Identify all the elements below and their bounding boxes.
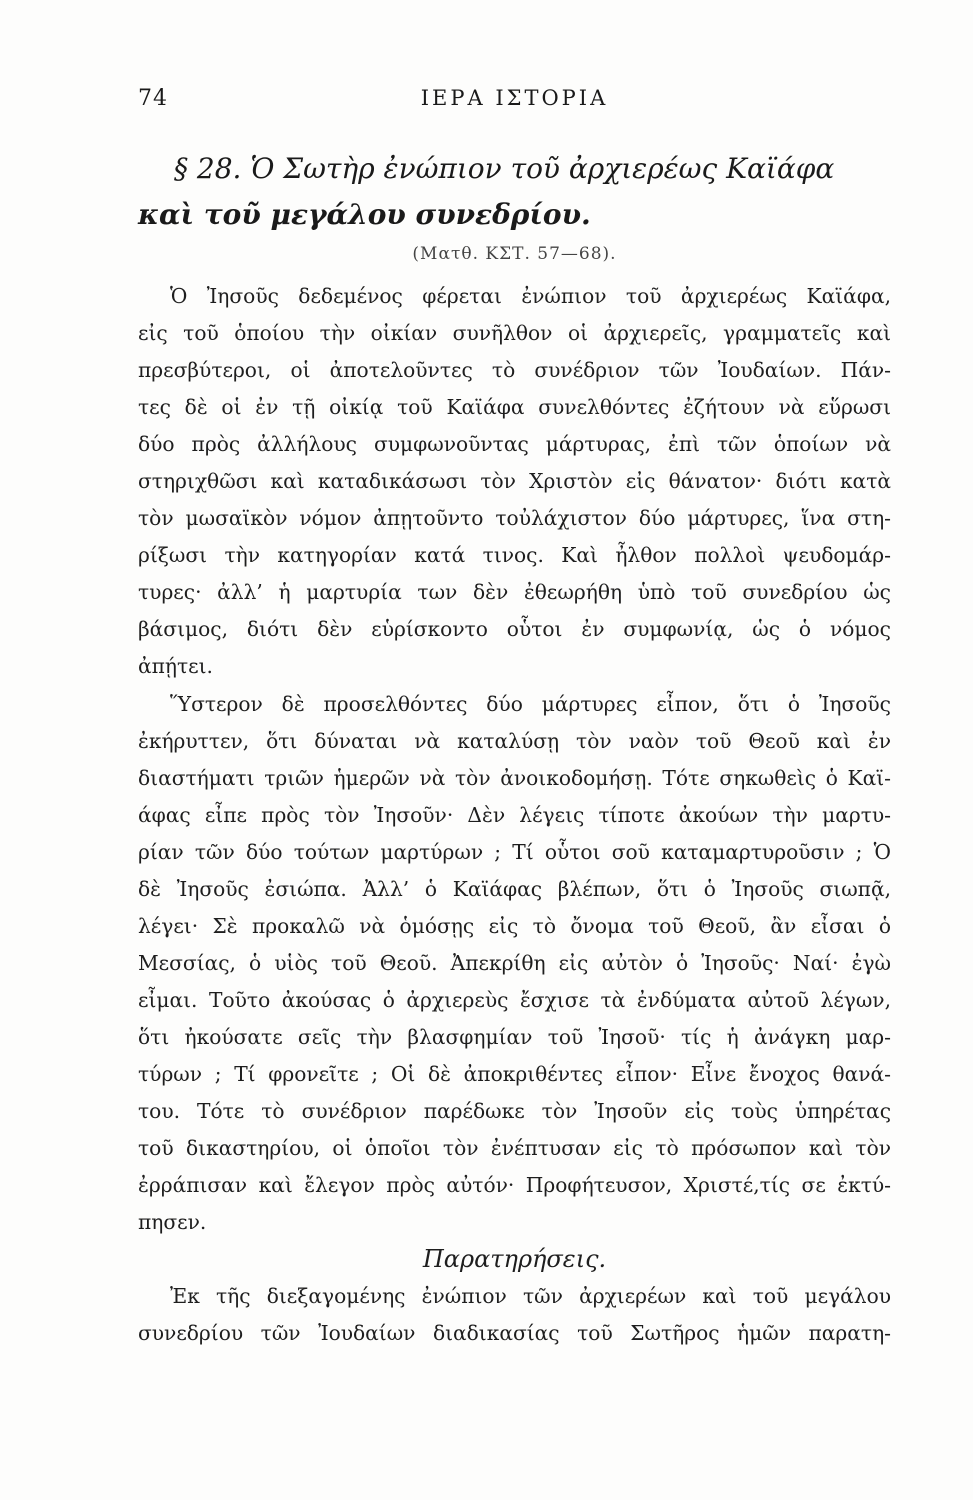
text-line: Ὕστερον δὲ προσελθόντες δύο μάρτυρες εἶπον, ὅτι ὁ Ἰησοῦς <box>170 691 891 716</box>
remarks-subheading: Παρατηρήσεις. <box>422 1245 607 1274</box>
text-line: ὅτι ἠκούσατε σεῖς τὴν βλασφημίαν τοῦ Ἰησοῦ· τίς ἡ ἀνάγκη μαρ- <box>138 1024 891 1049</box>
text-line: του. Τότε τὸ συνέδριον παρέδωκε τὸν Ἰησοῦν εἰς τοὺς ὑπηρέτας <box>138 1099 891 1124</box>
text-line: συνεδρίου τῶν Ἰουδαίων διαδικασίας τοῦ Σωτῆρος ἡμῶν παρατη- <box>138 1321 891 1346</box>
section-heading-line-2: καὶ τοῦ μεγάλου συνεδρίου. <box>138 198 591 231</box>
text-line: βάσιμος, διότι δὲν εὑρίσκοντο οὗτοι ἐν συμφωνίᾳ, ὡς ὁ νόμος <box>138 617 891 642</box>
scripture-reference: (Ματθ. ΚΣΤ. 57—68). <box>412 244 617 264</box>
text-line: τύρων ; Τί φρονεῖτε ; Οἱ δὲ ἀποκριθέντες εἶπον· Εἶνε ἔνοχος θανά- <box>138 1061 891 1086</box>
text-line: άφας εἶπε πρὸς τὸν Ἰησοῦν· Δὲν λέγεις τίποτε ἀκούων τὴν μαρτυ- <box>138 802 891 827</box>
text-line: στηριχθῶσι καὶ καταδικάσωσι τὸν Χριστὸν εἰς θάνατον· διότι κατὰ <box>138 469 891 494</box>
text-line: ἀπῄτει. <box>138 654 213 679</box>
running-head <box>138 86 891 116</box>
text-line: πησεν. <box>138 1210 207 1235</box>
text-line: διαστήματι τριῶν ἡμερῶν νὰ τὸν ἀνοικοδομήσῃ. Τότε σηκωθεὶς ὁ Καϊ- <box>138 765 891 790</box>
body-text <box>138 278 891 1352</box>
text-line: εἶμαι. Τοῦτο ἀκούσας ὁ ἀρχιερεὺς ἔσχισε τὰ ἐνδύματα αὐτοῦ λέγων, <box>138 987 891 1012</box>
text-line: τες δὲ οἱ ἐν τῇ οἰκίᾳ τοῦ Καϊάφα συνελθόντες ἐζήτουν νὰ εὕρωσι <box>138 395 891 420</box>
text-line: ἐρράπισαν καὶ ἔλεγον πρὸς αὐτόν· Προφήτευσον, Χριστέ,τίς σε ἐκτύ- <box>138 1173 891 1198</box>
text-line: ἐκήρυττεν, ὅτι δύναται νὰ καταλύσῃ τὸν ναὸν τοῦ Θεοῦ καὶ ἐν <box>138 728 891 753</box>
section-heading <box>138 146 898 238</box>
page-number: 74 <box>138 86 168 111</box>
text-line: δύο πρὸς ἀλλήλους συμφωνοῦντας μάρτυρας, ἐπὶ τῶν ὁποίων νὰ <box>138 432 891 457</box>
text-line: τυρες· ἀλλ’ ἡ μαρτυρία των δὲν ἐθεωρήθη ὑπὸ τοῦ συνεδρίου ὡς <box>138 580 891 605</box>
text-line: ρίαν τῶν δύο τούτων μαρτύρων ; Τί οὗτοι σοῦ καταμαρτυροῦσιν ; Ὁ <box>138 839 891 864</box>
text-line: λέγει· Σὲ προκαλῶ νὰ ὁμόσῃς εἰς τὸ ὄνομα τοῦ Θεοῦ, ἂν εἶσαι ὁ <box>138 913 891 938</box>
text-line: τὸν μωσαϊκὸν νόμον ἀπῃτοῦντο τοὐλάχιστον δύο μάρτυρες, ἵνα στη- <box>138 506 891 531</box>
text-line: Μεσσίας, ὁ υἱὸς τοῦ Θεοῦ. Ἀπεκρίθη εἰς αὐτὸν ὁ Ἰησοῦς· Ναί· ἐγὼ <box>138 950 891 975</box>
text-line: δὲ Ἰησοῦς ἐσιώπα. Ἀλλ’ ὁ Καϊάφας βλέπων, ὅτι ὁ Ἰησοῦς σιωπᾷ, <box>138 876 891 901</box>
running-title: ΙΕΡΑ ΙΣΤΟΡΙΑ <box>420 86 609 110</box>
text-line: πρεσβύτεροι, οἱ ἀποτελοῦντες τὸ συνέδριον τῶν Ἰουδαίων. Πάν- <box>138 358 891 383</box>
text-line: τοῦ δικαστηρίου, οἱ ὁποῖοι τὸν ἐνέπτυσαν εἰς τὸ πρόσωπον καὶ τὸν <box>138 1136 891 1161</box>
text-line: ρίξωσι τὴν κατηγορίαν κατά τινος. Καὶ ἦλθον πολλοὶ ψευδομάρ- <box>138 543 891 568</box>
section-heading-line-1: § 28. Ὁ Σωτὴρ ἐνώπιον τοῦ ἀρχιερέως Καϊάφα <box>174 152 835 185</box>
text-line: εἰς τοῦ ὁποίου τὴν οἰκίαν συνῆλθον οἱ ἀρχιερεῖς, γραμματεῖς καὶ <box>138 321 891 346</box>
text-line: Ὁ Ἰησοῦς δεδεμένος φέρεται ἐνώπιον τοῦ ἀρχιερέως Καϊάφα, <box>170 284 891 308</box>
text-line: Ἐκ τῆς διεξαγομένης ἐνώπιον τῶν ἀρχιερέων καὶ τοῦ μεγάλου <box>170 1284 891 1309</box>
